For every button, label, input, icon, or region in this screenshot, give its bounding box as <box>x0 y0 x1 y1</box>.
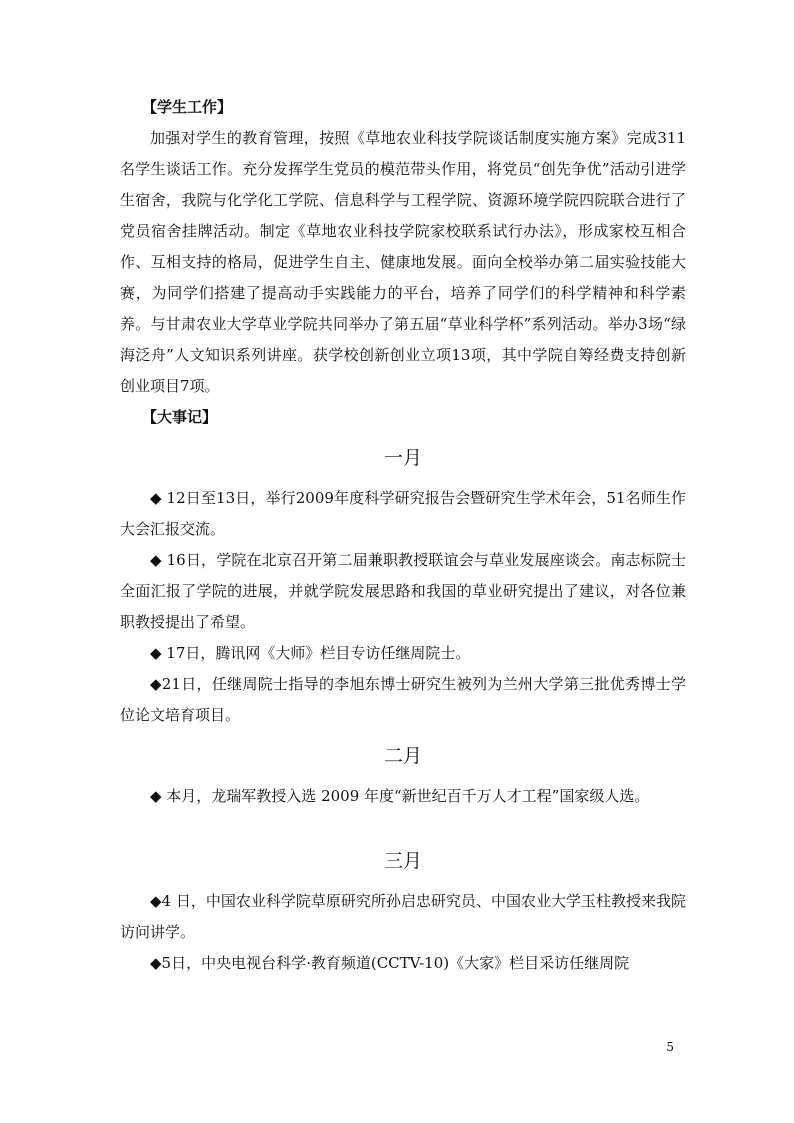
month-title-january: 一月 <box>383 447 422 469</box>
event-item: ◆4 日，中国农业科学院草原研究所孙启忠研究员、中国农业大学玉柱教授来我院访问讲学。 <box>120 892 686 941</box>
page-number: 5 <box>666 1040 674 1054</box>
event-item: ◆5日，中央电视台科学·教育频道(CCTV-10)《大家》栏目采访任继周院 <box>150 954 630 972</box>
student-work-heading: 【学生工作】 <box>142 98 233 116</box>
event-item: ◆ 本月，龙瑞军教授入选 2009 年度“新世纪百千万人才工程”国家级人选。 <box>150 787 650 805</box>
student-work-paragraph: 加强对学生的教育管理，按照《草地农业科技学院谈话制度实施方案》完成311名学生谈话工作。充分发挥学生党员的模范带头作用，将党员“创先争优”活动引进学生宿舍，我院与化学化工学院、信息科学与工程学院、资源环境学院四院联合进行了党员宿舍挂牌活动。制定《草地农业科技学院家校联系试行办法》，形成家校互相合作、互相支持的格局，促进学生自主、健康地发展。面向全校举办第二届实验技能大赛，为同学们搭建了提高动手实践能力的平台，培养了同学们的科学精神和科学素养。与甘肃农业大学草业学院共同举办了第五届“草业科学杯”系列活动。举办3场“绿海泛舟”人文知识系列讲座。获学校创新创业立项13项，其中学院自筹经费支持创新创业项目7项。 <box>120 129 686 395</box>
month-title-march: 三月 <box>383 850 422 872</box>
events-heading: 【大事记】 <box>142 408 218 426</box>
month-title-february: 二月 <box>383 745 422 767</box>
event-item: ◆ 12日至13日，举行2009年度科学研究报告会暨研究生学术年会，51名师生作大会汇报交流。 <box>120 489 686 538</box>
page-content <box>120 92 686 979</box>
event-item: ◆21日，任继周院士指导的李旭东博士研究生被列为兰州大学第三批优秀博士学位论文培育项目。 <box>120 675 686 724</box>
event-item: ◆ 16日，学院在北京召开第二届兼职教授联谊会与草业发展座谈会。南志标院士全面汇报了学院的进展，并就学院发展思路和我国的草业研究提出了建议，对各位兼职教授提出了希望。 <box>120 551 686 631</box>
event-item: ◆ 17日，腾讯网《大师》栏目专访任继周院士。 <box>150 644 471 662</box>
